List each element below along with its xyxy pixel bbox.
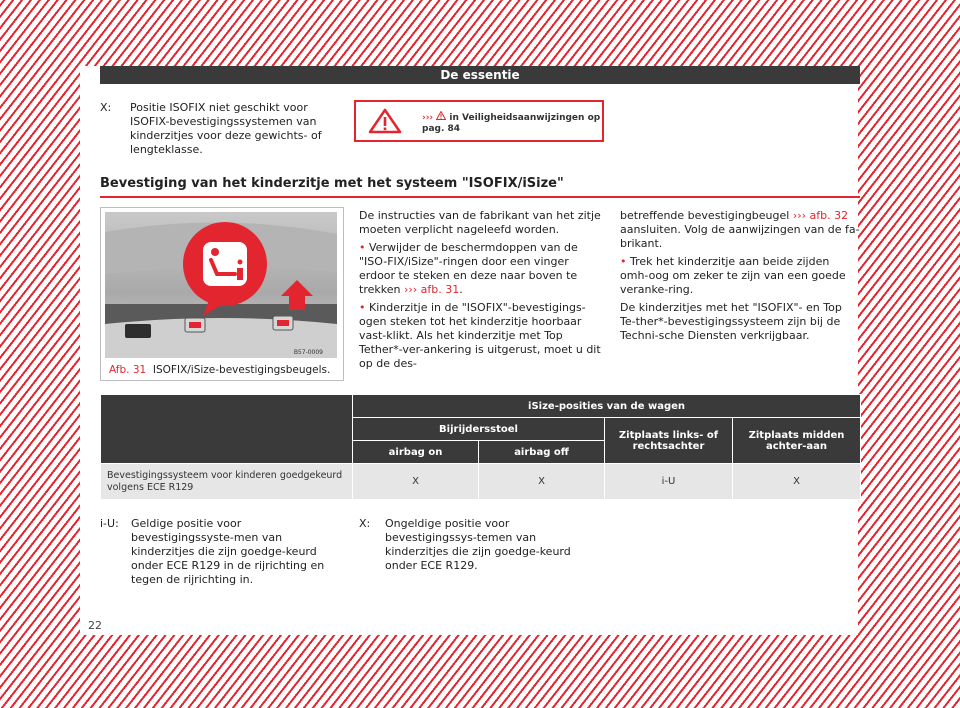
bullet-1-text: Verwijder de beschermdoppen van de "ISO-FIX/iSize"-ringen door een vinger erdoor te steken en deze naar boven te trekken <box>359 241 578 296</box>
warning-arrows: ››› <box>422 113 434 123</box>
middle-column <box>359 209 603 371</box>
table-cell: X <box>733 464 861 500</box>
section-title: Bevestiging van het kinderzitje met het systeem "ISOFIX/iSize" <box>100 176 564 191</box>
table-cell: X <box>479 464 605 500</box>
figure-code: B57-0009 <box>293 349 323 356</box>
legend-x-label: X: <box>359 517 371 530</box>
legend-iu-label: i-U: <box>100 517 119 530</box>
table-cell: X <box>353 464 479 500</box>
isofix-photo <box>105 212 337 358</box>
link-afb-31[interactable]: ››› afb. 31 <box>403 283 460 296</box>
bullet-3: • Trek het kinderzitje aan beide zijden omh-oog om zeker te zijn van een goede veranke-ring. <box>620 255 846 296</box>
top-note-text: Positie ISOFIX niet geschikt voor ISOFIX-bevestigingssystemen van kinderzitjes voor deze gewichts- of lengteklasse. <box>130 101 322 156</box>
warning-link[interactable]: in Veiligheidsaanwijzingen op pag. 84 <box>422 113 601 134</box>
table-row-label: Bevestigingssysteem voor kinderen goedgekeurd volgens ECE R129 <box>101 464 353 500</box>
table-row <box>101 464 861 500</box>
warning-small-icon <box>436 113 449 123</box>
paragraph-continued: betreffende bevestigingbeugel ››› afb. 32 aansluiten. Volg de aanwijzingen van de fa-brikant. <box>620 209 860 250</box>
table-header-middle: Zitplaats midden achter-aan <box>733 418 861 464</box>
legend-x-text: Ongeldige positie voor bevestigingssys-temen van kinderzitjes die zijn goedge-keurd onder ECE R129. <box>385 517 571 572</box>
bullet-3-text: Trek het kinderzitje aan beide zijden omh-oog om zeker te zijn van een goede veranke-ring. <box>620 255 846 296</box>
bullet-1: • Verwijder de beschermdoppen van de "ISO-FIX/iSize"-ringen door een vinger erdoor te steken en deze naar boven te trekken ››› afb. 31. <box>359 241 578 296</box>
paragraph-intro: De instructies van de fabrikant van het zitje moeten verplicht nageleefd worden. <box>359 209 601 236</box>
link-afb-32[interactable]: ››› afb. 32 <box>792 209 849 222</box>
right-column <box>620 209 860 343</box>
figure-caption-text: ISOFIX/iSize-bevestigingsbeugels. <box>152 364 331 376</box>
bullet-2: • Kinderzitje in de "ISOFIX"-bevestigings-ogen steken tot het kinderzitje hoorbaar vast-klikt. Als het kinderzitje met Top Tether*-ver-ankering is uitgerust, moet u dit op de des- <box>359 301 601 370</box>
table-header-side: Zitplaats links- of rechtsachter <box>605 418 733 464</box>
top-note-label: X: <box>100 101 112 114</box>
table-header-airbag-off: airbag off <box>479 441 605 464</box>
page-number: 22 <box>88 619 102 632</box>
figure-caption <box>109 364 330 376</box>
table-header-passenger: Bijrijdersstoel <box>353 418 605 441</box>
table-header-airbag-on: airbag on <box>353 441 479 464</box>
legend-iu-text: Geldige positie voor bevestigingssyste-men van kinderzitjes die zijn goedge-keurd onder ECE R129 in de rijrichting en tegen de rijrichting in. <box>131 517 325 586</box>
page-header: De essentie <box>100 66 860 84</box>
isize-table <box>100 394 861 500</box>
table-cell: i-U <box>605 464 733 500</box>
figure-caption-label: Afb. 31 <box>109 364 147 376</box>
warning-box <box>354 100 604 142</box>
table-header-main: iSize-posities van de wagen <box>353 395 861 418</box>
figure-31 <box>100 207 344 381</box>
bullet-2-text: Kinderzitje in de "ISOFIX"-bevestigings-ogen steken tot het kinderzitje hoorbaar vast-klikt. Als het kinderzitje met Top Tether*-ver-ankering is uitgerust, moet u dit op de des- <box>359 301 601 370</box>
paragraph-availability: De kinderzitjes met het "ISOFIX"- en Top Te-ther*-bevestigingssysteem zijn bij de Techni-sche Diensten verkrijgbaar. <box>620 301 842 342</box>
section-divider <box>100 196 860 198</box>
table-corner <box>101 395 353 464</box>
warning-triangle-icon <box>368 108 402 138</box>
